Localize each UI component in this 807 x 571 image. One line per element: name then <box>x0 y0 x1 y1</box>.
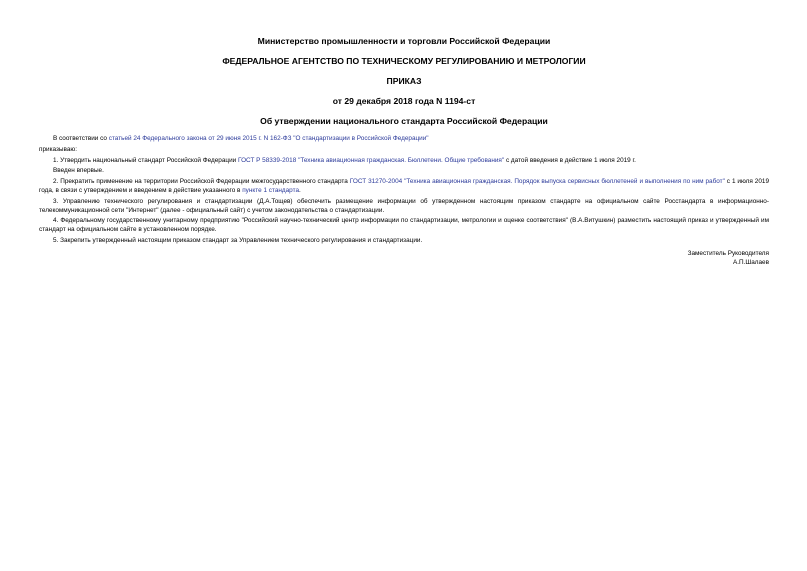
agency-title: ФЕДЕРАЛЬНОЕ АГЕНТСТВО ПО ТЕХНИЧЕСКОМУ РЕГУЛИРОВАНИЮ И МЕТРОЛОГИИ <box>222 56 586 66</box>
item-1-text: 1. Утвердить национальный стандарт Российской Федерации <box>53 156 238 164</box>
item-2 <box>39 178 769 196</box>
item-3: 3. Управлению технического регулирования и стандартизации (Д.А.Тощев) обеспечить размещение информации об утвержденном настоящим приказом стандарте на официальном сайте Росстандарта в информационно-телекоммуникационной сети "Интернет" (далее - официальный сайт) с учетом законодательства о стандартизации. <box>39 197 769 214</box>
intro-paragraph <box>39 135 769 144</box>
doc-subject: Об утверждении национального стандарта Российской Федерации <box>260 116 548 126</box>
gost-31270-link[interactable]: ГОСТ 31270-2004 "Техника авиационная гражданская. Порядок выпуска сервисных бюллетеней и выполнения по ним работ" <box>349 178 725 186</box>
signature-name: А.П.Шалаев <box>732 258 769 266</box>
doc-date-number: от 29 декабря 2018 года N 1194-ст <box>332 96 476 106</box>
signature-block <box>39 249 769 267</box>
item-2-mid: с 1 июля 2019 года, в связи с утверждением и введением в действие указанного в <box>39 178 769 194</box>
gost-r-58339-link[interactable]: ГОСТ Р 58339-2018 "Техника авиационная гражданская. Бюллетени. Общие требования" <box>237 156 505 164</box>
intro-text: В соответствии со <box>53 135 109 142</box>
introduced-note: Введен впервые. <box>53 167 104 175</box>
item-1-reference-link[interactable]: пункте 1 стандарта <box>242 186 300 194</box>
item-5: 5. Закрепить утвержденный настоящим приказом стандарт за Управлением технического регулирования и стандартизации. <box>53 236 423 244</box>
ministry-title: Министерство промышленности и торговли Российской Федерации <box>257 36 551 46</box>
document-page <box>39 36 769 267</box>
item-1 <box>39 157 769 166</box>
order-word: приказываю: <box>39 145 77 153</box>
law-article-link[interactable]: статьей 24 Федерального закона от 29 июня 2015 г. N 162-ФЗ "О стандартизации в Российской Федерации" <box>108 135 429 142</box>
item-4: 4. Федеральному государственному унитарному предприятию "Российский научно-технический центр информации по стандартизации, метрологии и оценке соответствия" (В.А.Витушкин) разместить настоящий приказ и утвержденный им стандарт на официальном сайте в установленном порядке. <box>39 217 769 234</box>
signature-position: Заместитель Руководителя <box>687 249 769 257</box>
item-1-tail: с датой введения в действие 1 июля 2019 г. <box>504 156 636 164</box>
document-body <box>39 135 769 246</box>
doc-type: ПРИКАЗ <box>386 76 422 86</box>
item-2-end: . <box>299 186 301 194</box>
item-2-text: 2. Прекратить применение на территории Российской Федерации межгосударственного стандарта <box>53 178 350 186</box>
